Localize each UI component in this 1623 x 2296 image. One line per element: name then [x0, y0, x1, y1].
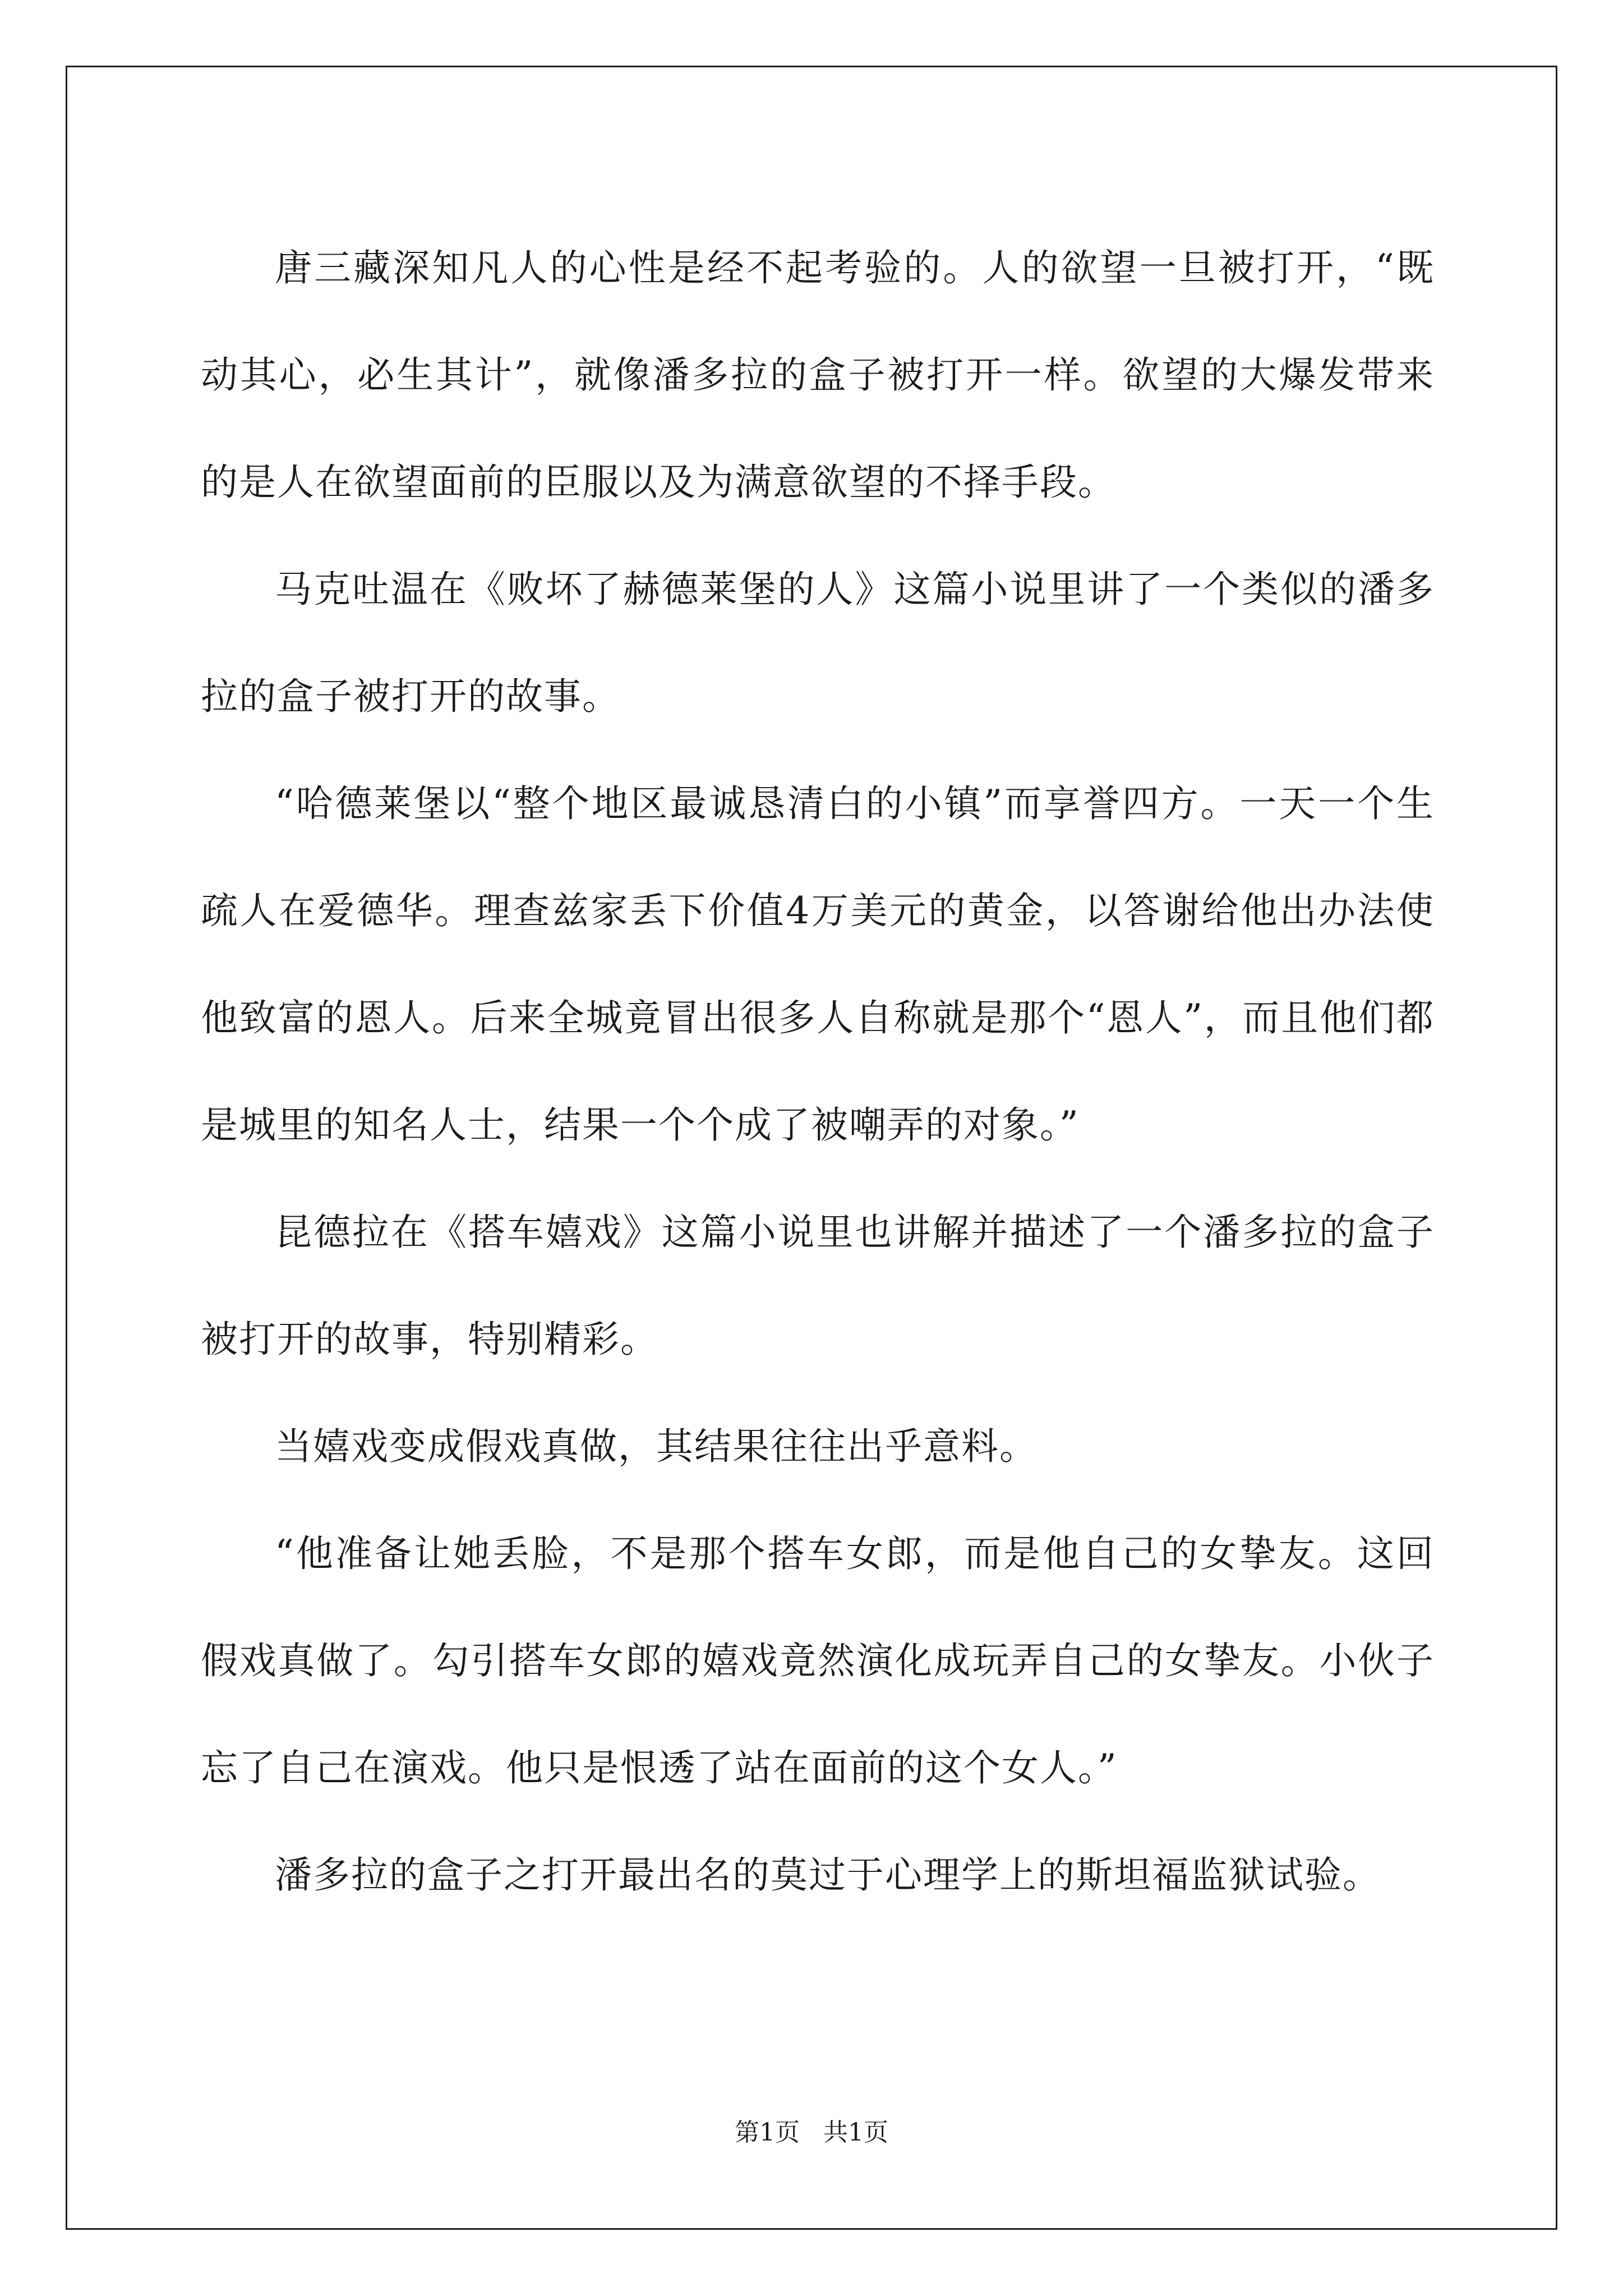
paragraph-6: “他准备让她丢脸，不是那个搭车女郎，而是他自己的女挚友。这回假戏真做了。勾引搭车女郎的嬉戏竟然演化成玩弄自己的女挚友。小伙子忘了自己在演戏。他只是恨透了站在面前的这个女人。”: [201, 1532, 1435, 1789]
page-number: 第1页: [735, 2118, 800, 2147]
document-body: [201, 214, 1435, 1929]
page-total: 共1页: [823, 2118, 888, 2147]
paragraph-4: 昆德拉在《搭车嬉戏》这篇小说里也讲解并描述了一个潘多拉的盒子被打开的故事，特别精彩。: [201, 1211, 1435, 1361]
paragraph-3: “哈德莱堡以“整个地区最诚恳清白的小镇”而享誉四方。一天一个生疏人在爱德华。理查兹家丢下价值4万美元的黄金，以答谢给他出办法使他致富的恩人。后来全城竟冒出很多人自称就是那个“恩人”，而且他们都是城里的知名人士，结果一个个成了被嘲弄的对象。”: [201, 782, 1435, 1147]
paragraph-2: 马克吐温在《败坏了赫德莱堡的人》这篇小说里讲了一个类似的潘多拉的盒子被打开的故事。: [201, 568, 1435, 718]
paragraph-1: 唐三藏深知凡人的心性是经不起考验的。人的欲望一旦被打开，“既动其心，必生其计”，就像潘多拉的盒子被打开一样。欲望的大爆发带来的是人在欲望面前的臣服以及为满意欲望的不择手段。: [201, 246, 1435, 504]
paragraph-5: 当嬉戏变成假戏真做，其结果往往出乎意料。: [275, 1425, 1038, 1468]
paragraph-7: 潘多拉的盒子之打开最出名的莫过于心理学上的斯坦福监狱试验。: [275, 1853, 1381, 1897]
page-footer: [0, 2116, 1623, 2150]
